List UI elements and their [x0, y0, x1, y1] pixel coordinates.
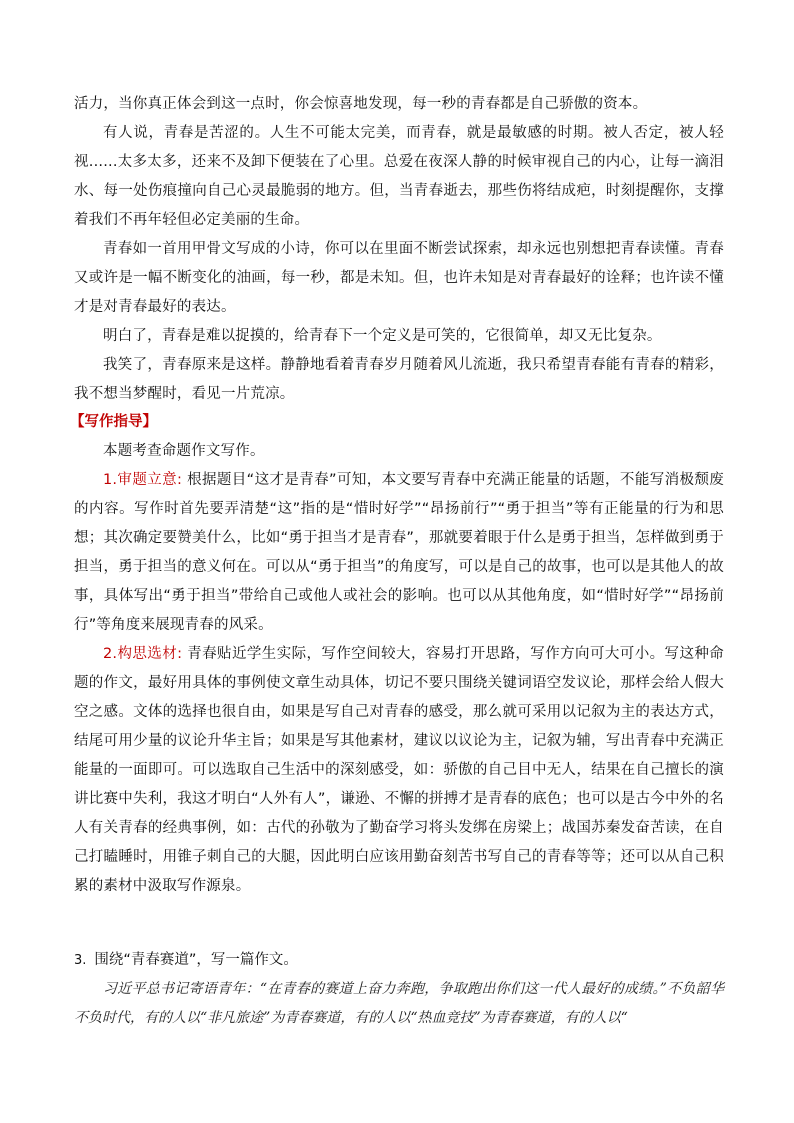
- question-number: 3.: [74, 953, 87, 968]
- essay-paragraph-2: 青春如一首用甲骨文写成的小诗，你可以在里面不断尝试探索，却永远也别想把青春读懂。青春又或许是一幅不断变化的油画，每一秒，都是未知。但，也许未知是对青春最好的诠释；也许读不懂才是对青春最好的表达。: [74, 241, 724, 315]
- guide-point-2-text: 青春贴近学生实际，写作空间较大，容易打开思路，写作方向可大可小。写这种命题的作文，最好用具体的事例使文章生动具体，切记不要只围绕关键词语空发议论，那样会给人假大空之感。文体的选择也很自由，如果是写自己对青春的感受，那么就可采用以记叙为主的表达方式，结尾可用少量的议论升华主旨；如果是写其他素材，建议以议论为主，记叙为辅，写出青春中充满正能量的一面即可。可以选取自己生活中的深刻感受，如：骄傲的自己目中无人，结果在自己擅长的演讲比赛中失利，我这才明白“人外有人”，谦逊、不懈的拼搏才是青春的底色；也可以是古今中外的名人有关青春的经典事例，如：古代的孙敬为了勤奋学习将头发绑在房梁上；战国苏秦发奋苦读，在自己打瞌睡时，用锥子刺自己的大腿，因此明白应该用勤奋刻苦书写自己的青春等等；还可以从自己积累的素材中汲取写作源泉。: [74, 646, 724, 894]
- guide-point-1-text: 根据题目“这才是青春”可知，本文要写青春中充满正能量的话题，不能写消极颓废的内容。写作时首先要弄清楚“这”指的是“惜时好学”“昂扬前行”“勇于担当”等有正能量的行为和思想；其次确定要赞美什么，比如“勇于担当才是青春”，那就要着眼于什么是勇于担当，怎样做到勇于担当，勇于担当的意义何在。可以从“勇于担当”的角度写，可以是自己的故事，也可以是其他人的故事，具体写出“勇于担当”带给自己或他人或社会的影响。也可以从其他角度，如“惜时好学”“昂扬前行”等角度来展现青春的风采。: [74, 472, 724, 633]
- essay-paragraph-4: 我笑了，青春原来是这样。静静地看着青春岁月随着风儿流逝，我只希望青春能有青春的精彩，我不想当梦醒时，看见一片荒凉。: [74, 357, 724, 402]
- question-title-text: 围绕“青春赛道”，写一篇作文。: [94, 952, 298, 968]
- guide-point-1-label: 1.审题立意:: [103, 472, 183, 488]
- essay-paragraph-3: 明白了，青春是难以捉摸的，给青春下一个定义是可笑的，它很简单，却又无比复杂。: [103, 328, 662, 344]
- guide-point-2: [74, 640, 724, 901]
- guide-point-2-label: 2.构思选材:: [103, 646, 183, 662]
- essay-paragraph-0: 活力，当你真正体会到这一点时，你会惊喜地发现，每一秒的青春都是自己骄傲的资本。: [74, 96, 648, 112]
- writing-guide-heading: 【写作指导】: [70, 414, 157, 430]
- question-3-prompt: 习近平总书记寄语青年：“在青春的赛道上奋力奔跑，争取跑出你们这一代人最好的成绩。”不负韶华不负时代，有的人以“非凡旅途”为青春赛道，有的人以“热血竞技”为青春赛道，有的人以“: [74, 981, 724, 1026]
- guide-intro: 本题考查命题作文写作。: [103, 443, 265, 459]
- guide-point-1: [74, 466, 724, 640]
- question-3-title: [74, 946, 298, 975]
- essay-paragraph-1: 有人说，青春是苦涩的。人生不可能太完美，而青春，就是最敏感的时期。被人否定，被人轻视......太多太多，还来不及卸下便装在了心里。总爱在夜深人静的时候审视自己的内心，让每一滴泪水、每一处伤痕撞向自己心灵最脆弱的地方。但，当青春逝去，那些伤将结成疤，时刻提醒你，支撑着我们不再年轻但必定美丽的生命。: [74, 125, 724, 228]
